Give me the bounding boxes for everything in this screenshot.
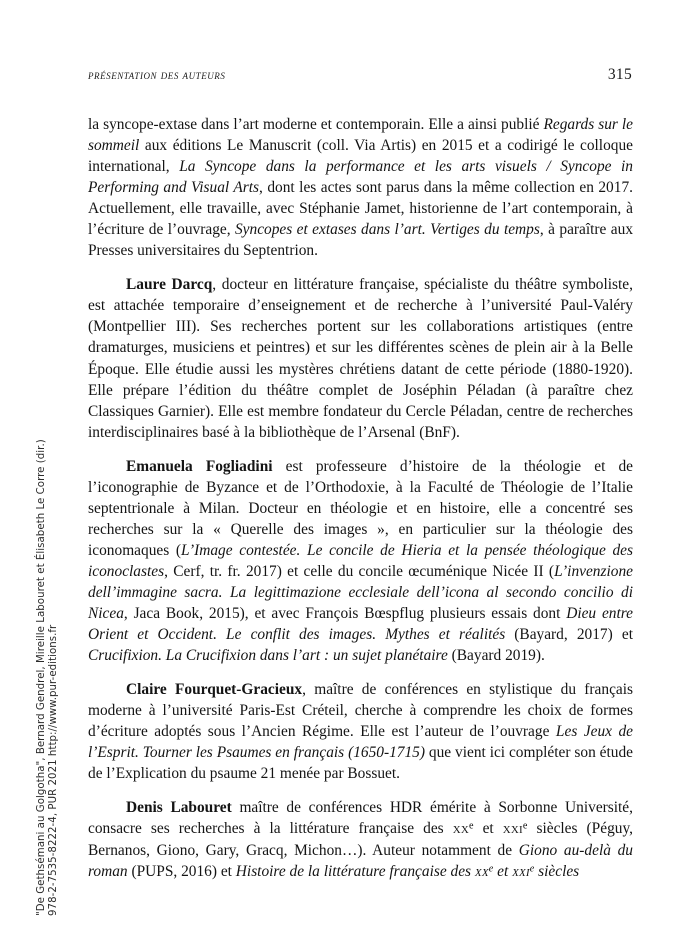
paragraph-continued	[88, 114, 633, 261]
book-title: Regards sur le sommeil	[88, 116, 634, 155]
text-run: et	[473, 820, 503, 838]
text-run: , dont les actes sont parus dans la même collection en 2017. Actuellement, elle travaille, avec Stéphanie Jamet, historienne de l’art contemporain, à l’écriture de l’ouvrage,	[88, 179, 633, 239]
text-run: , docteur en littérature française, spécialiste du théâtre symboliste, est attachée temporaire d’enseignement et de recherche à l’université Paul-Valéry (Montpellier III). Ses recherches portent sur les collaborations artistiques (entre dramaturges, musiciens et peintres) et sur les différentes scènes de plein air à la Belle Époque. Elle étudie aussi les mystères chrétiens datant de cette période (1880-1920). Elle prépare l’édition du théâtre complet de Joséphin Péladan (à paraître chez Classiques Garnier). Elle est membre fondateur du Cercle Péladan, centre de recherches interdisciplinaires basé à la bibliothèque de l’Arsenal (BnF).	[88, 276, 633, 441]
book-title: Dieu entre Orient et Occident. Le conflit des images. Mythes et réalités	[88, 605, 633, 644]
running-head	[88, 66, 632, 86]
watermark-book-credit: "De Gethsémani au Golgotha", Bernard Gendrel, Mireille Labouret et Élisabeth Le Corre (dir.)	[36, 439, 47, 916]
author-name: Emanuela Fogliadini	[126, 457, 273, 475]
text-run: que vient ici compléter son étude de l’Explication du psaume 21 menée par Bossuet.	[88, 744, 633, 783]
author-entry-labouret	[88, 797, 633, 881]
century-numeral: xx	[474, 862, 489, 880]
century-numeral: xxi	[512, 862, 530, 880]
running-head-title: présentation des auteurs	[88, 68, 226, 82]
author-entry-darcq	[88, 274, 633, 442]
book-title: L’invenzione dell’immagine sacra. La legittimazione ecclesiale dell’icona al secondo concilio di Nicea	[88, 562, 633, 623]
ordinal-suffix: e	[529, 863, 535, 875]
body-text	[88, 114, 633, 882]
century-numeral: xx	[452, 820, 469, 838]
text-run: et	[493, 862, 513, 880]
book-title: Crucifixion. La Crucifixion dans l’art : un sujet planétaire	[88, 647, 448, 665]
text-run: , maître de conférences en stylistique du français moderne à l’université Paris-Est Créteil, cherche à comprendre les choix de formes d’écriture adoptés sous l’Ancien Régime. Elle est l’auteur de l’ouvrage	[88, 681, 633, 741]
text-run: Histoire de la littérature française des	[235, 862, 475, 880]
text-run: siècles	[534, 862, 580, 880]
page-number: 315	[607, 66, 632, 83]
ordinal-suffix: e	[522, 821, 528, 833]
author-name: Laure Darcq	[126, 276, 213, 294]
text-run: (PUPS, 2016) et	[127, 862, 236, 880]
text-run: aux éditions Le Manuscrit (coll. Via Artis) en 2015 et a codirigé le colloque international,	[88, 137, 633, 176]
century-numeral: xxi	[502, 820, 523, 838]
text-run: siècles (Péguy, Bernanos, Giono, Gary, Gracq, Michon…). Auteur notamment de	[88, 820, 634, 859]
text-run: est professeure d’histoire de la théologie et de l’iconographie de Byzance et de l’Orthodoxie, à la Faculté de Théologie de l’Italie septentrionale à Milan. Docteur en théologie et en histoire, elle a concentré ses recherches sur la « Querelle des images », en particulier sur la théologie des iconomaques (	[88, 457, 633, 559]
watermark-isbn-publisher: 978-2-7535-8222-4, PUR 2021 http://www.pur-editions.fr	[48, 624, 59, 916]
book-title: Les Jeux de l’Esprit. Tourner les Psaumes en français (1650-1715)	[88, 723, 634, 762]
book-title: Giono au-delà du roman	[88, 841, 634, 880]
book-title: L’Image contestée. Le concile de Hieria et la pensée théologique des iconoclastes	[88, 541, 633, 580]
book-title: La Syncope dans la performance et les arts visuels / Syncope in Performing and Visual Arts	[88, 158, 634, 197]
author-name: Denis Labouret	[126, 799, 232, 817]
text-run: , Cerf, tr. fr. 2017) et celle du concile œcuménique Nicée II (	[164, 562, 555, 580]
author-name: Claire Fourquet-Gracieux	[126, 681, 303, 699]
book-title	[236, 863, 579, 880]
text-run: , à paraître aux Presses universitaires du Septentrion.	[88, 221, 634, 260]
text-run: (Bayard, 2017) et	[505, 626, 633, 644]
text-run: , Jaca Book, 2015), et avec François Bœspflug plusieurs essais dont	[123, 605, 567, 623]
text-run: la syncope-extase dans l’art moderne et contemporain. Elle a ainsi publié	[88, 116, 544, 133]
author-entry-fourquet-gracieux	[88, 679, 633, 784]
text-run: maître de conférences HDR émérite à Sorbonne Université, consacre ses recherches à la littérature française des	[88, 799, 633, 838]
text-run: (Bayard 2019).	[447, 647, 545, 665]
book-title: Syncopes et extases dans l’art. Vertiges du temps	[234, 221, 540, 239]
ordinal-suffix: e	[488, 863, 494, 875]
author-entry-fogliadini	[88, 456, 633, 666]
sidebar-watermark	[0, 0, 60, 948]
ordinal-suffix: e	[469, 821, 474, 833]
